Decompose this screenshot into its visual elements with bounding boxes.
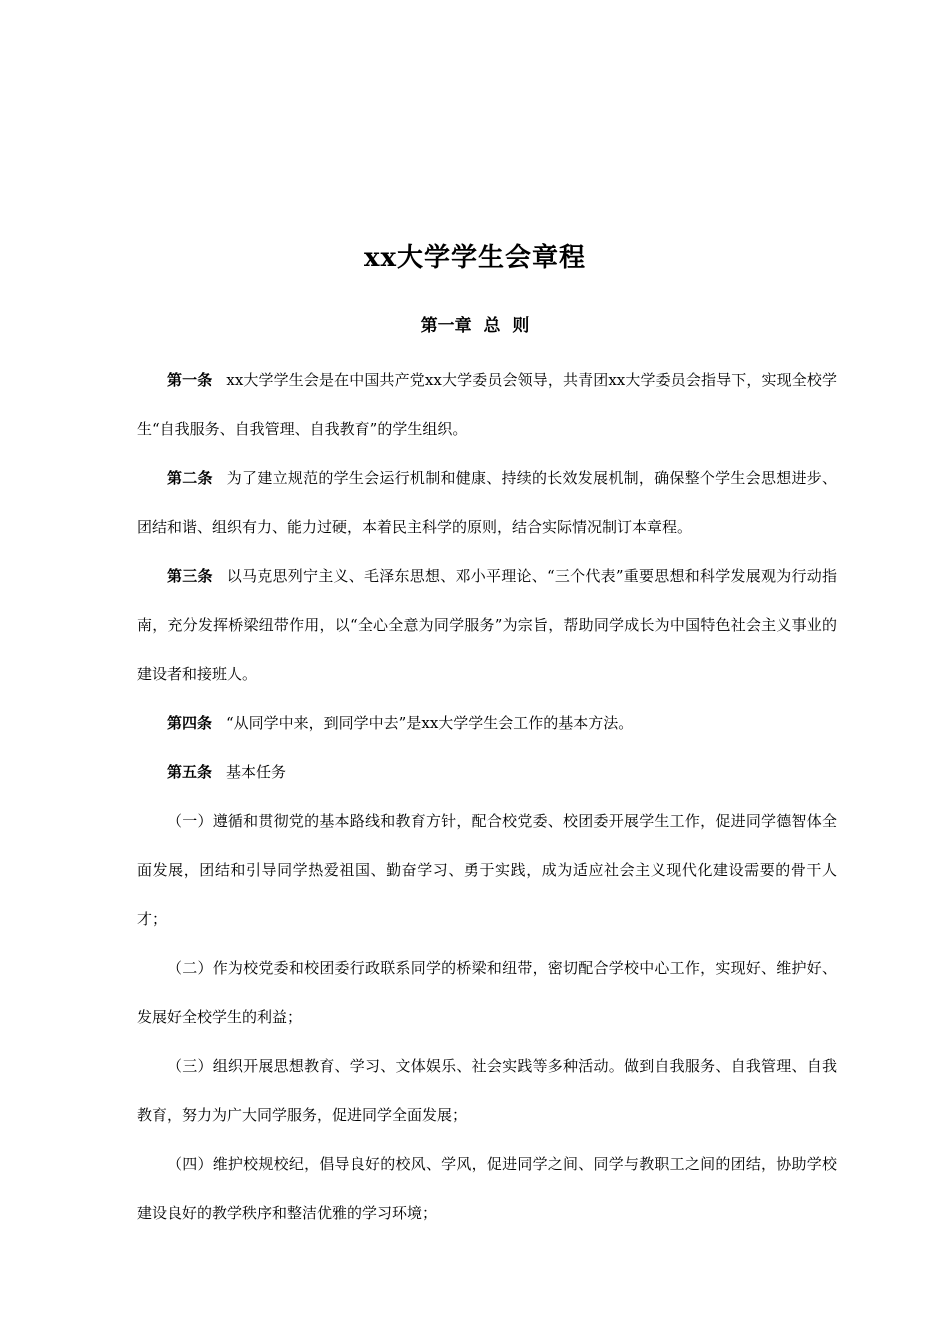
article-5: [137, 748, 837, 797]
article-label: 第三条: [167, 567, 213, 585]
document-title: xx大学学生会章程: [363, 243, 586, 273]
document-body: [137, 356, 837, 1238]
article-1: [137, 356, 837, 454]
article-label: 第一条: [167, 371, 213, 389]
article-label: 第二条: [167, 469, 213, 487]
article-text: 基本任务: [226, 763, 287, 781]
task-item-1: （一）遵循和贯彻党的基本路线和教育方针，配合校党委、校团委开展学生工作，促进同学德智体全面发展，团结和引导同学热爱祖国、勤奋学习、勇于实践，成为适应社会主义现代化建设需要的骨干人才；: [137, 812, 837, 928]
article-text: xx大学学生会是在中国共产党xx大学委员会领导，共青团xx大学委员会指导下，实现全校学生“自我服务、自我管理、自我教育”的学生组织。: [137, 371, 837, 438]
chapter-heading: 第一章 总 则: [420, 316, 530, 336]
task-item-2: （二）作为校党委和校团委行政联系同学的桥梁和纽带，密切配合学校中心工作，实现好、维护好、发展好全校学生的利益；: [137, 959, 837, 1026]
task-item-4: （四）维护校规校纪，倡导良好的校风、学风，促进同学之间、同学与教职工之间的团结，协助学校建设良好的教学秩序和整洁优雅的学习环境；: [137, 1155, 837, 1222]
article-text: 为了建立规范的学生会运行机制和健康、持续的长效发展机制，确保整个学生会思想进步、团结和谐、组织有力、能力过硬，本着民主科学的原则，结合实际情况制订本章程。: [137, 469, 837, 536]
article-label: 第四条: [167, 714, 213, 732]
article-label: 第五条: [167, 763, 213, 781]
article-2: [137, 454, 837, 552]
article-4: [137, 699, 837, 748]
article-text: “从同学中来，到同学中去”是xx大学学生会工作的基本方法。: [226, 714, 634, 732]
article-text: 以马克思列宁主义、毛泽东思想、邓小平理论、“三个代表”重要思想和科学发展观为行动指南，充分发挥桥梁纽带作用，以“全心全意为同学服务”为宗旨，帮助同学成长为中国特色社会主义事业的建设者和接班人。: [137, 567, 837, 683]
article-3: [137, 552, 837, 699]
task-item-3: （三）组织开展思想教育、学习、文体娱乐、社会实践等多种活动。做到自我服务、自我管理、自我教育，努力为广大同学服务，促进同学全面发展；: [137, 1057, 837, 1124]
